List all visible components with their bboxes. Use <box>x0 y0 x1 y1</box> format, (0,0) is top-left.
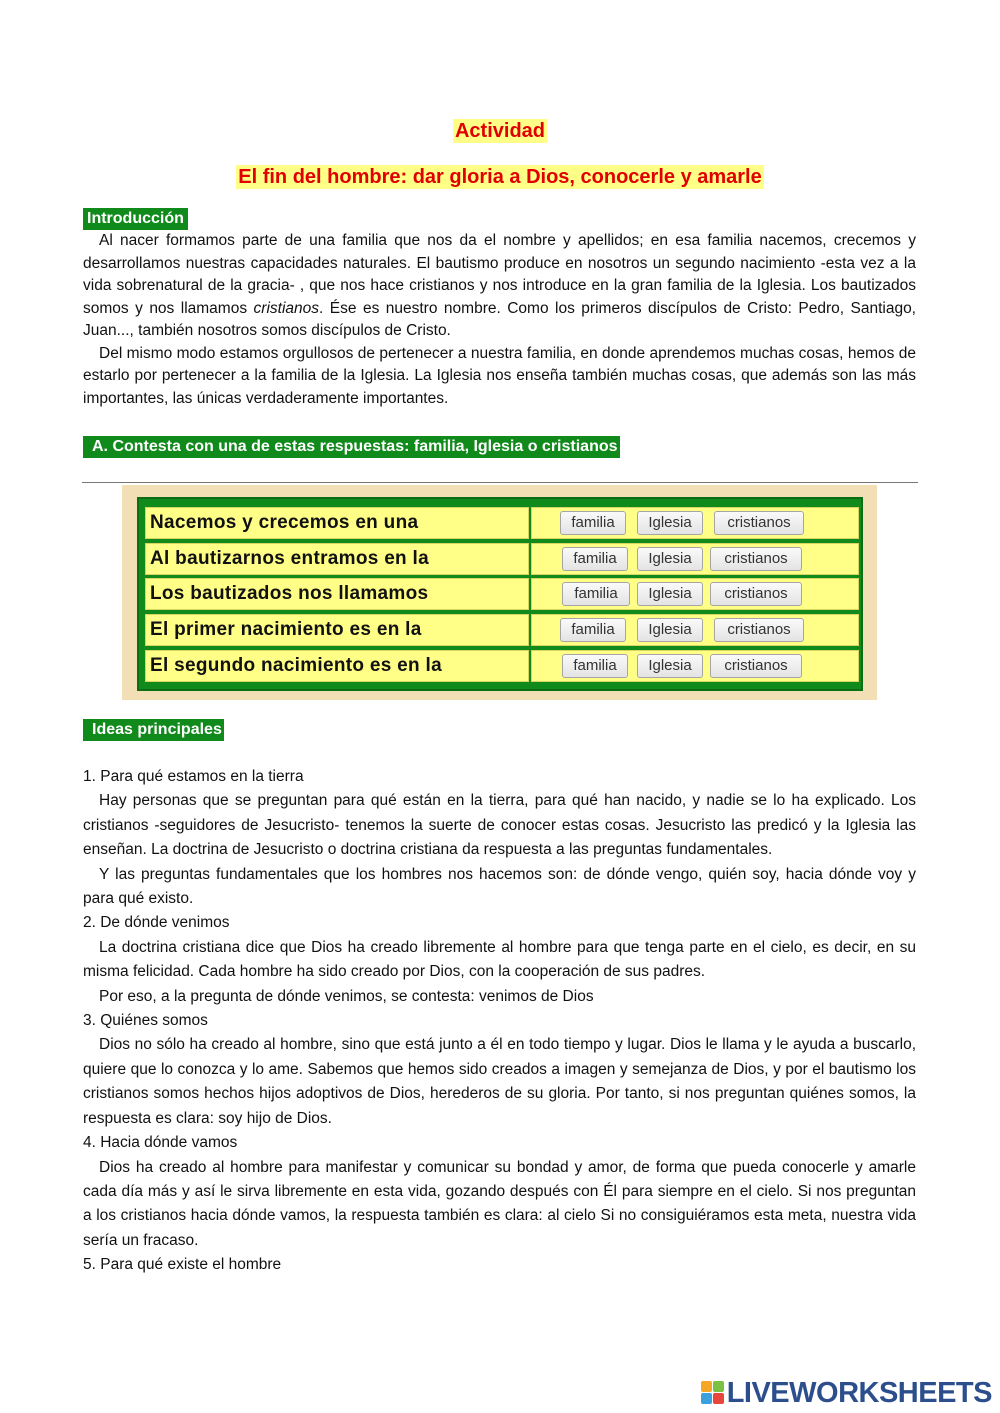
ideas-paragraph: Dios no sólo ha creado al hombre, sino que está junto a él en todo tiempo y lugar. Dios le llama y le ayuda a buscarlo, quiere que lo conozca y lo ame. Sabemos que hemos sido creados a imagen y semejanza de Dios, y por el bautismo los cristianos somos hechos hijos adoptivos de Dios, herederos de su gloria. Por tanto, si nos preguntan quiénes somos, la respuesta es clara: soy hijo de Dios. <box>83 1036 916 1127</box>
quiz-row <box>145 614 859 646</box>
ideas-paragraph: Y las preguntas fundamentales que los hombres nos hacemos son: de dónde vengo, quién soy, hacia dónde voy y para qué existo. <box>83 865 916 908</box>
option-cristianos-button[interactable]: cristianos <box>710 654 802 678</box>
section-a-label: A. Contesta con una de estas respuestas: familia, Iglesia o cristianos <box>83 436 620 458</box>
quiz-row <box>145 543 859 575</box>
ideas-paragraph: Dios ha creado al hombre para manifestar y comunicar su bondad y amor, de forma que pueda conocerle y amarle cada día más y así le sirva libremente en esta vida, gozando después con Él para siempre en el cielo. Si nos preguntan a los cristianos hacia dónde vamos, la respuesta también es clara: al cielo Si no consiguiéramos esta meta, nuestra vida sería un fracaso. <box>83 1158 916 1249</box>
option-iglesia-button[interactable]: Iglesia <box>637 511 703 535</box>
intro-paragraph-2: Del mismo modo estamos orgullosos de pertenecer a nuestra familia, en donde aprendemos muchas cosas, hemos de estarlo por pertenecer a la familia de la Iglesia. La Iglesia nos enseña también muchas cosas, que además son las más importantes, las únicas verdaderamente importantes. <box>83 344 916 407</box>
quiz-question: Los bautizados nos llamamos <box>145 578 529 610</box>
option-familia-button[interactable]: familia <box>562 582 630 606</box>
intro-p1-italic: cristianos <box>253 299 320 317</box>
quiz-question: El primer nacimiento es en la <box>145 614 529 646</box>
liveworksheets-logo <box>701 1378 992 1408</box>
page-title <box>0 166 1000 189</box>
option-familia-button[interactable]: familia <box>562 547 628 571</box>
logo-text: LIVEWORKSHEETS <box>726 1376 992 1409</box>
option-familia-button[interactable]: familia <box>560 618 626 642</box>
quiz-table <box>137 497 863 691</box>
ideas-label: Ideas principales <box>83 719 224 741</box>
option-iglesia-button[interactable]: Iglesia <box>637 618 703 642</box>
page-title-text: El fin del hombre: dar gloria a Dios, conocerle y amarle <box>238 166 762 188</box>
quiz-row <box>145 507 859 539</box>
ideas-heading: 1. Para qué estamos en la tierra <box>83 768 304 785</box>
ideas-paragraph: Por eso, a la pregunta de dónde venimos, se contesta: venimos de Dios <box>99 987 594 1005</box>
quiz-row <box>145 578 859 610</box>
option-familia-button[interactable]: familia <box>562 654 628 678</box>
option-iglesia-button[interactable]: Iglesia <box>637 654 703 678</box>
option-iglesia-button[interactable]: Iglesia <box>637 582 703 606</box>
ideas-heading: 4. Hacia dónde vamos <box>83 1134 238 1152</box>
activity-heading-text: Actividad <box>454 120 546 142</box>
quiz-options <box>531 578 859 610</box>
intro-paragraph-1 <box>83 230 916 343</box>
activity-heading <box>0 120 1000 143</box>
ideas-paragraph: La doctrina cristiana dice que Dios ha creado libremente al hombre para que tenga parte en el cielo, es decir, en su misma felicidad. Cada hombre ha sido creado por Dios, con la cooperación de sus padres. <box>83 938 916 981</box>
option-cristianos-button[interactable]: cristianos <box>714 618 804 642</box>
ideas-text <box>83 765 916 1278</box>
option-cristianos-button[interactable]: cristianos <box>710 582 802 606</box>
intro-p1-end: . Ése es nuestro nombre. Como los primeros discípulos de Cristo: Pedro, Santiago, Juan..., también nosotros somos discípulos de Cristo. <box>83 299 916 339</box>
quiz-question: Al bautizarnos entramos en la <box>145 543 529 575</box>
intro-p1-start: Al nacer formamos parte de una familia que nos da el nombre y apellidos; en esa familia nacemos, crecemos y desarrollamos nuestras capacidades naturales. El bautismo produce en nosotros un segundo nacimiento -esta vez a la vida sobrenatural de la gracia- , que nos hace cristianos y nos introduce en la gran familia de la Iglesia. Los bautizados somos y nos llamamos <box>83 232 916 317</box>
option-cristianos-button[interactable]: cristianos <box>710 547 802 571</box>
option-iglesia-button[interactable]: Iglesia <box>637 547 703 571</box>
intro-label: Introducción <box>83 208 188 230</box>
ideas-heading: 3. Quiénes somos <box>83 1012 208 1030</box>
ideas-heading: 5. Para qué existe el hombre <box>83 1256 282 1274</box>
quiz-question: El segundo nacimiento es en la <box>145 650 529 682</box>
option-familia-button[interactable]: familia <box>560 511 626 535</box>
divider <box>82 482 918 483</box>
option-cristianos-button[interactable]: cristianos <box>714 511 804 535</box>
logo-mark-icon <box>701 1381 725 1405</box>
quiz-options <box>531 650 859 682</box>
intro-text <box>83 230 916 410</box>
quiz-options <box>531 614 859 646</box>
ideas-heading: 2. De dónde venimos <box>83 914 230 932</box>
quiz-question: Nacemos y crecemos en una <box>145 507 529 539</box>
ideas-paragraph: Hay personas que se preguntan para qué están en la tierra, para qué han nacido, y nadie se lo ha explicado. Los cristianos -seguidores de Jesucristo- tenemos la suerte de conocer estas cosas. Jesucristo las predicó y la Iglesia las enseñan. La doctrina de Jesucristo o doctrina cristiana da respuesta a las preguntas fundamentales. <box>83 792 916 859</box>
quiz-options <box>531 507 859 539</box>
quiz-row <box>145 650 859 682</box>
quiz-options <box>531 543 859 575</box>
